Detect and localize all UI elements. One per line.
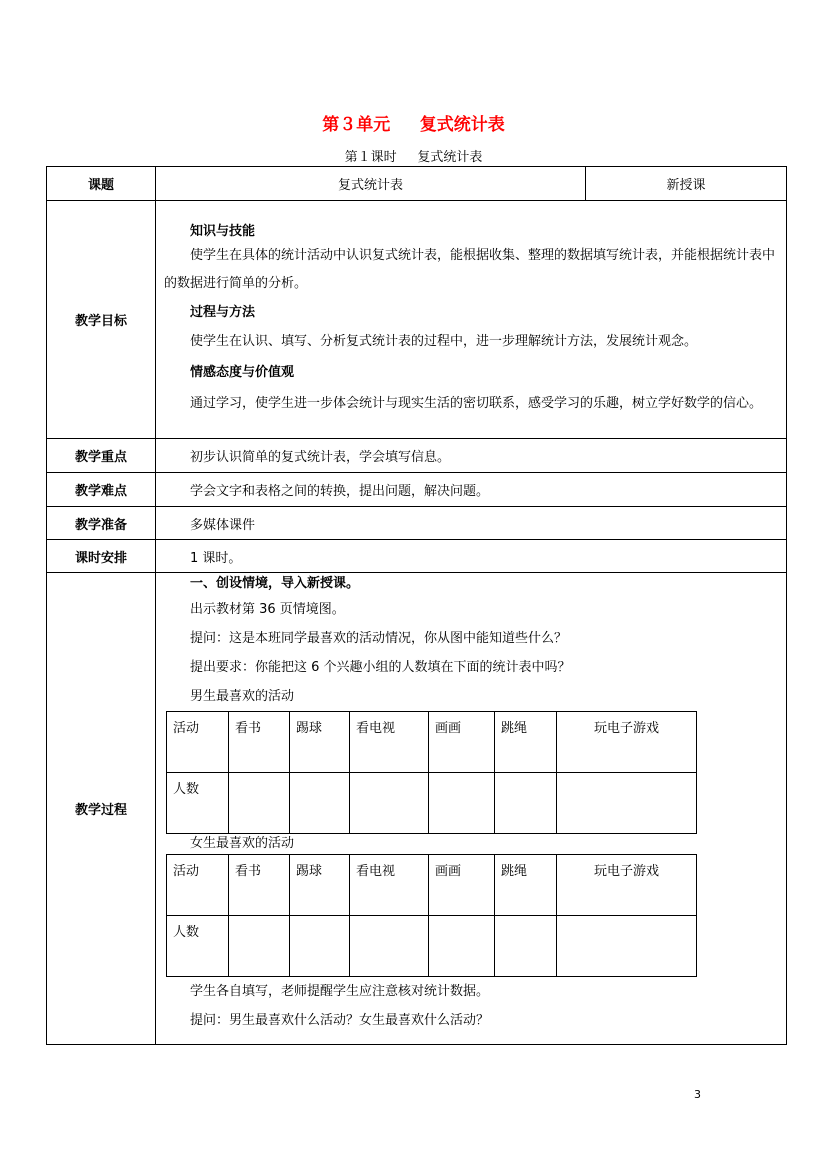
girls-count-label: 人数 (167, 916, 229, 977)
goal-heading-knowledge: 知识与技能 (190, 223, 256, 239)
girls-header-cell: 活动 (167, 855, 229, 916)
boys-header-cell: 踢球 (290, 712, 350, 773)
girls-header-cell: 画画 (429, 855, 495, 916)
process-label: 教学过程 (47, 573, 156, 1045)
girls-header-cell: 看书 (229, 855, 290, 916)
key-point-row (47, 439, 787, 473)
boys-header-cell: 玩电子游戏 (557, 712, 697, 773)
goals-row (47, 201, 787, 439)
process-row (47, 573, 787, 1045)
boys-header-row (167, 712, 697, 773)
boys-count-cell (495, 773, 557, 834)
girls-table-caption: 女生最喜欢的活动 (190, 836, 295, 851)
schedule-row (47, 540, 787, 573)
girls-count-cell (229, 916, 290, 977)
goal-heading-emotion: 情感态度与价值观 (190, 364, 295, 380)
process-line-2: 提问：这是本班同学最喜欢的活动情况，你从图中能知道些什么？ (190, 631, 568, 646)
process-line-3: 提出要求：你能把这 6 个兴趣小组的人数填在下面的统计表中吗？ (190, 660, 571, 675)
girls-header-cell: 踢球 (290, 855, 350, 916)
lesson-subtitle: 第１课时 复式统计表 (344, 150, 483, 165)
process-line-4: 学生各自填写，老师提醒学生应注意核对统计数据。 (190, 984, 490, 999)
girls-header-cell: 跳绳 (495, 855, 557, 916)
boys-table-caption: 男生最喜欢的活动 (190, 689, 295, 704)
topic-row (47, 167, 787, 201)
boys-count-cell (429, 773, 495, 834)
girls-count-cell (429, 916, 495, 977)
topic-label: 课题 (47, 167, 156, 201)
boys-count-cell (229, 773, 290, 834)
girls-count-cell (290, 916, 350, 977)
boys-header-cell: 画画 (429, 712, 495, 773)
boys-activity-table (166, 711, 697, 834)
goal-text-knowledge: 使学生在具体的统计活动中认识复式统计表，能根据收集、整理的数据填写统计表，并能根据统计表中的数据进行简单的分析。 (164, 247, 776, 291)
boys-header-cell: 跳绳 (495, 712, 557, 773)
boys-count-cell (290, 773, 350, 834)
schedule-label: 课时安排 (47, 540, 156, 573)
key-point-label: 教学重点 (47, 439, 156, 473)
girls-count-cell (350, 916, 429, 977)
process-content (156, 573, 787, 1045)
preparation-value: 多媒体课件 (156, 507, 787, 540)
boys-header-cell: 看电视 (350, 712, 429, 773)
goals-content (156, 201, 787, 439)
process-line-5: 提问：男生最喜欢什么活动？女生最喜欢什么活动？ (190, 1013, 490, 1028)
difficulty-value: 学会文字和表格之间的转换，提出问题，解决问题。 (156, 473, 787, 507)
girls-header-row (167, 855, 697, 916)
page-number: 3 (694, 1088, 701, 1101)
girls-count-cell (557, 916, 697, 977)
boys-header-cell: 活动 (167, 712, 229, 773)
difficulty-label: 教学难点 (47, 473, 156, 507)
key-point-value: 初步认识简单的复式统计表，学会填写信息。 (156, 439, 787, 473)
girls-count-row (167, 916, 697, 977)
girls-count-cell (495, 916, 557, 977)
boys-header-cell: 看书 (229, 712, 290, 773)
unit-title: 第３单元 复式统计表 (322, 115, 505, 135)
preparation-label: 教学准备 (47, 507, 156, 540)
girls-activity-table (166, 854, 697, 977)
process-line-1: 出示教材第 36 页情境图。 (190, 602, 345, 617)
girls-header-cell: 玩电子游戏 (557, 855, 697, 916)
goal-heading-process: 过程与方法 (190, 304, 256, 320)
process-heading: 一、创设情境，导入新授课。 (190, 576, 360, 591)
difficulty-row (47, 473, 787, 507)
goal-text-emotion: 通过学习，使学生进一步体会统计与现实生活的密切联系，感受学习的乐趣，树立学好数学的信心。 (190, 395, 763, 411)
goal-text-process: 使学生在认识、填写、分析复式统计表的过程中，进一步理解统计方法，发展统计观念。 (190, 333, 698, 349)
schedule-value: 1 课时。 (156, 540, 787, 573)
preparation-row (47, 507, 787, 540)
boys-count-row (167, 773, 697, 834)
boys-count-label: 人数 (167, 773, 229, 834)
topic-value: 复式统计表 (156, 167, 586, 201)
lesson-type: 新授课 (586, 167, 787, 201)
boys-count-cell (350, 773, 429, 834)
girls-header-cell: 看电视 (350, 855, 429, 916)
goals-label: 教学目标 (47, 201, 156, 439)
boys-count-cell (557, 773, 697, 834)
lesson-plan-table (46, 166, 787, 1045)
